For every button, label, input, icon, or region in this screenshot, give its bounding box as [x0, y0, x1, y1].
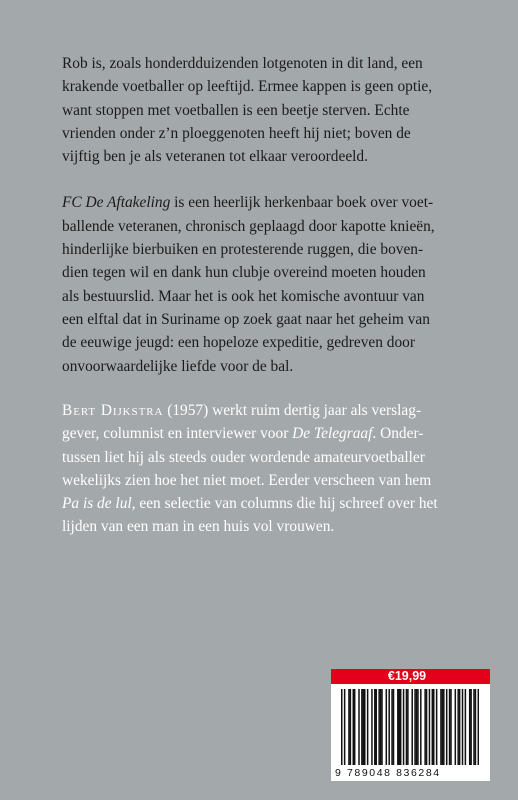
barcode-bar [391, 689, 393, 765]
barcode-bar [361, 689, 363, 765]
barcode-bar [399, 689, 401, 765]
barcode-bar [429, 689, 431, 765]
barcode-bar [406, 689, 408, 765]
blurb-paragraph-1 [62, 52, 466, 168]
barcode-bar [388, 689, 390, 765]
barcode-bar [465, 689, 467, 765]
barcode-bar [411, 689, 413, 765]
barcode-sticker [331, 669, 490, 781]
barcode-bar [457, 689, 459, 765]
barcode-bar [344, 689, 346, 765]
blurb-line: als bestuurslid. Maar het is ook het komische avontuur van [62, 287, 425, 305]
barcode-bar [420, 689, 422, 765]
barcode-bar [424, 689, 426, 765]
blurb-line: vijftig ben je als veteranen tot elkaar veroordeeld. [62, 148, 368, 166]
barcode-bar [358, 689, 360, 765]
blurb-line: Rob is, zoals honderdduizenden lotgenoten in dit land, een [62, 55, 423, 72]
barcode-bar [416, 689, 418, 765]
blurb-line: onvoorwaardelijke liefde voor de bal. [62, 357, 294, 375]
barcode-bar [455, 689, 457, 765]
barcode-bar [371, 689, 373, 765]
barcode-bar [397, 689, 399, 765]
earlier-book-title: Pa is de lul [62, 495, 132, 513]
barcode-bar [393, 689, 395, 765]
barcode-bar [478, 689, 479, 765]
author-name: Bert Dijkstra [62, 402, 164, 419]
isbn-number: 9 789048 836284 [335, 767, 441, 779]
barcode-bar [403, 689, 405, 765]
bio-line: gever, columnist en interviewer voor [62, 425, 293, 443]
blurb-line: ballende veteranen, chronisch geplaagd door kapotte knieën, [62, 217, 435, 235]
price-label: €19,99 [387, 669, 427, 683]
bio-line: lijden van een man in een huis vol vrouwen. [62, 518, 335, 536]
author-paragraph [62, 399, 466, 539]
barcode-bar [348, 689, 350, 765]
barcode-bar [363, 689, 365, 765]
barcode-bar [469, 689, 471, 765]
blurb-line: krakende voetballer op leeftijd. Ermee kappen is geen optie, [62, 78, 433, 96]
barcode-bar [386, 689, 388, 765]
blurb-line: een elftal dat in Suriname op zoek gaat naar het geheim van [62, 310, 430, 328]
barcode-bar [475, 689, 477, 765]
bio-line: , een selectie van columns die hij schreef over het [131, 495, 438, 513]
barcode-bar [473, 689, 475, 765]
barcode-bar [354, 689, 356, 765]
bio-line: . Onder- [372, 425, 424, 443]
barcode-bar [450, 689, 452, 765]
barcode-bar [440, 689, 442, 765]
barcode-bar [374, 689, 376, 765]
blurb-line: dien tegen wil en dank hun clubje overeind moeten houden [62, 264, 426, 282]
barcode-bar [426, 689, 428, 765]
blurb-line: de eeuwige jeugd: een hopeloze expeditie, gedreven door [62, 334, 415, 352]
barcode-bar [417, 689, 419, 765]
barcode-bar [470, 689, 472, 765]
barcode-bar [353, 689, 355, 765]
barcode-bar [400, 689, 402, 765]
barcode-icon [341, 689, 479, 765]
barcode-bar [436, 689, 438, 765]
barcode-bar [433, 689, 435, 765]
barcode-bar [341, 689, 343, 765]
barcode-bar [446, 689, 448, 765]
barcode-bar [378, 689, 380, 765]
barcode-bar [350, 689, 352, 765]
blurb-line: vrienden onder z’n ploeggenoten heeft hij niet; boven de [62, 124, 411, 142]
blurb-text [62, 52, 466, 378]
barcode-bar [376, 689, 378, 765]
blurb-line: want stoppen met voetballen is een beetje sterven. Echte [62, 101, 410, 119]
barcode-bar [462, 689, 464, 765]
barcode-bar [442, 689, 444, 765]
barcode-bar [414, 689, 416, 765]
barcode-bar [432, 689, 434, 765]
barcode-bar [367, 689, 369, 765]
barcode-bar [380, 689, 382, 765]
barcode-bar [449, 689, 451, 765]
barcode-bar [443, 689, 445, 765]
book-title: FC De Aftakeling [62, 194, 171, 212]
author-bio [62, 399, 466, 539]
blurb-paragraph-2 [62, 191, 466, 377]
blurb-line: hinderlijke bierbuiken en protesterende ruggen, die boven- [62, 241, 424, 259]
bio-line: wekelijks zien hoe het niet moet. Eerder verscheen van hem [62, 471, 432, 489]
barcode-bar [459, 689, 461, 765]
barcode-bar [381, 689, 383, 765]
bio-line: (1957) werkt ruim dertig jaar als verslag- [163, 402, 422, 419]
newspaper-title: De Telegraaf [292, 425, 373, 443]
barcode-bar [407, 689, 409, 765]
bio-line: tussen liet hij als steeds ouder wordende amateurvoetballer [62, 448, 425, 466]
barcode-bar [364, 689, 366, 765]
blurb-line: is een heerlijk herkenbaar boek over voet- [170, 194, 434, 212]
